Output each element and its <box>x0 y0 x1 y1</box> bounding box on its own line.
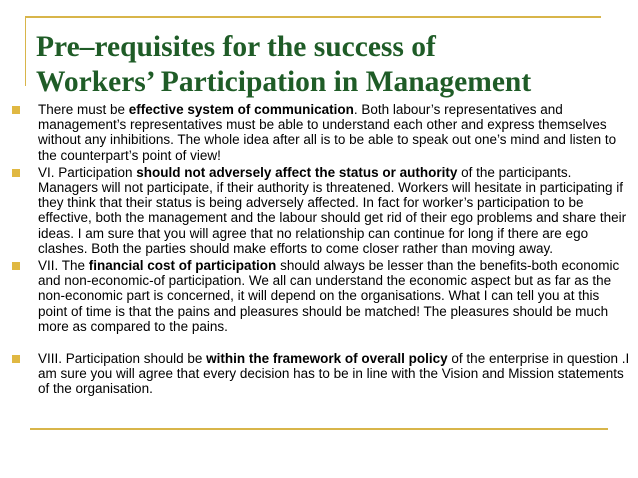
bullet-text: There must be <box>38 102 129 117</box>
bullet-list <box>0 102 638 397</box>
top-rule <box>26 16 601 18</box>
square-bullet-icon <box>12 106 20 114</box>
bullet-financial-cost <box>0 258 638 334</box>
bullet-emphasis: effective system of communication <box>128 102 354 117</box>
bullet-emphasis: financial cost of participation <box>88 258 277 274</box>
square-bullet-icon <box>12 355 20 363</box>
title-line-2: Workers’ Participation in Management <box>36 66 532 98</box>
bullet-communication <box>0 102 638 163</box>
left-rule <box>25 16 26 86</box>
bullet-emphasis: within the framework of overall policy <box>206 351 448 367</box>
bottom-rule <box>30 428 608 430</box>
bullet-text: of the participants. Managers will not participate, if their authority is threatened. Workers will hesitate in participating if they think that their status is being adversely affected. In fact for worker’s participation to be effective, both the management and the labour should get rid of their ego problems and share their ideas. I am sure that you will agree that no relationship can continue for long if there are ego clashes. Both the parties should make efforts to come closer rather than moving away. <box>38 164 627 256</box>
slide-title <box>36 30 531 100</box>
bullet-text: VI. Participation <box>38 164 137 180</box>
bullet-text: should always be lesser than the benefits-both economic and non-economic-of participation. We all can understand the economic aspect but as far as the non-economic part is concerned, it will depend on the organisations. What I can tell you at this point of time is that the pains and pleasures should be matched! The pleasures should be much more as compared to the pains. <box>38 258 620 334</box>
bullet-text: VII. The <box>38 258 89 274</box>
bullet-policy-framework <box>0 351 638 397</box>
title-line-1: Pre–requisites for the success of <box>36 31 436 63</box>
bullet-text: VIII. Participation should be <box>38 351 207 367</box>
bullet-emphasis: should not adversely affect the status or authority <box>136 164 458 180</box>
square-bullet-icon <box>12 262 20 270</box>
bullet-text: . Both labour’s representatives and management’s representatives must be able to understand each other and express themselves without any inhibitions. The whole idea after all is to be able to speak out one’s mind and listen to the counterpart’s point of view! <box>38 102 617 163</box>
bullet-status-authority <box>0 165 638 256</box>
square-bullet-icon <box>12 169 20 177</box>
bullet-text: of the enterprise in question .I am sure you will agree that every decision has to be in line with the Vision and Mission statements of the organisation. <box>38 351 630 397</box>
